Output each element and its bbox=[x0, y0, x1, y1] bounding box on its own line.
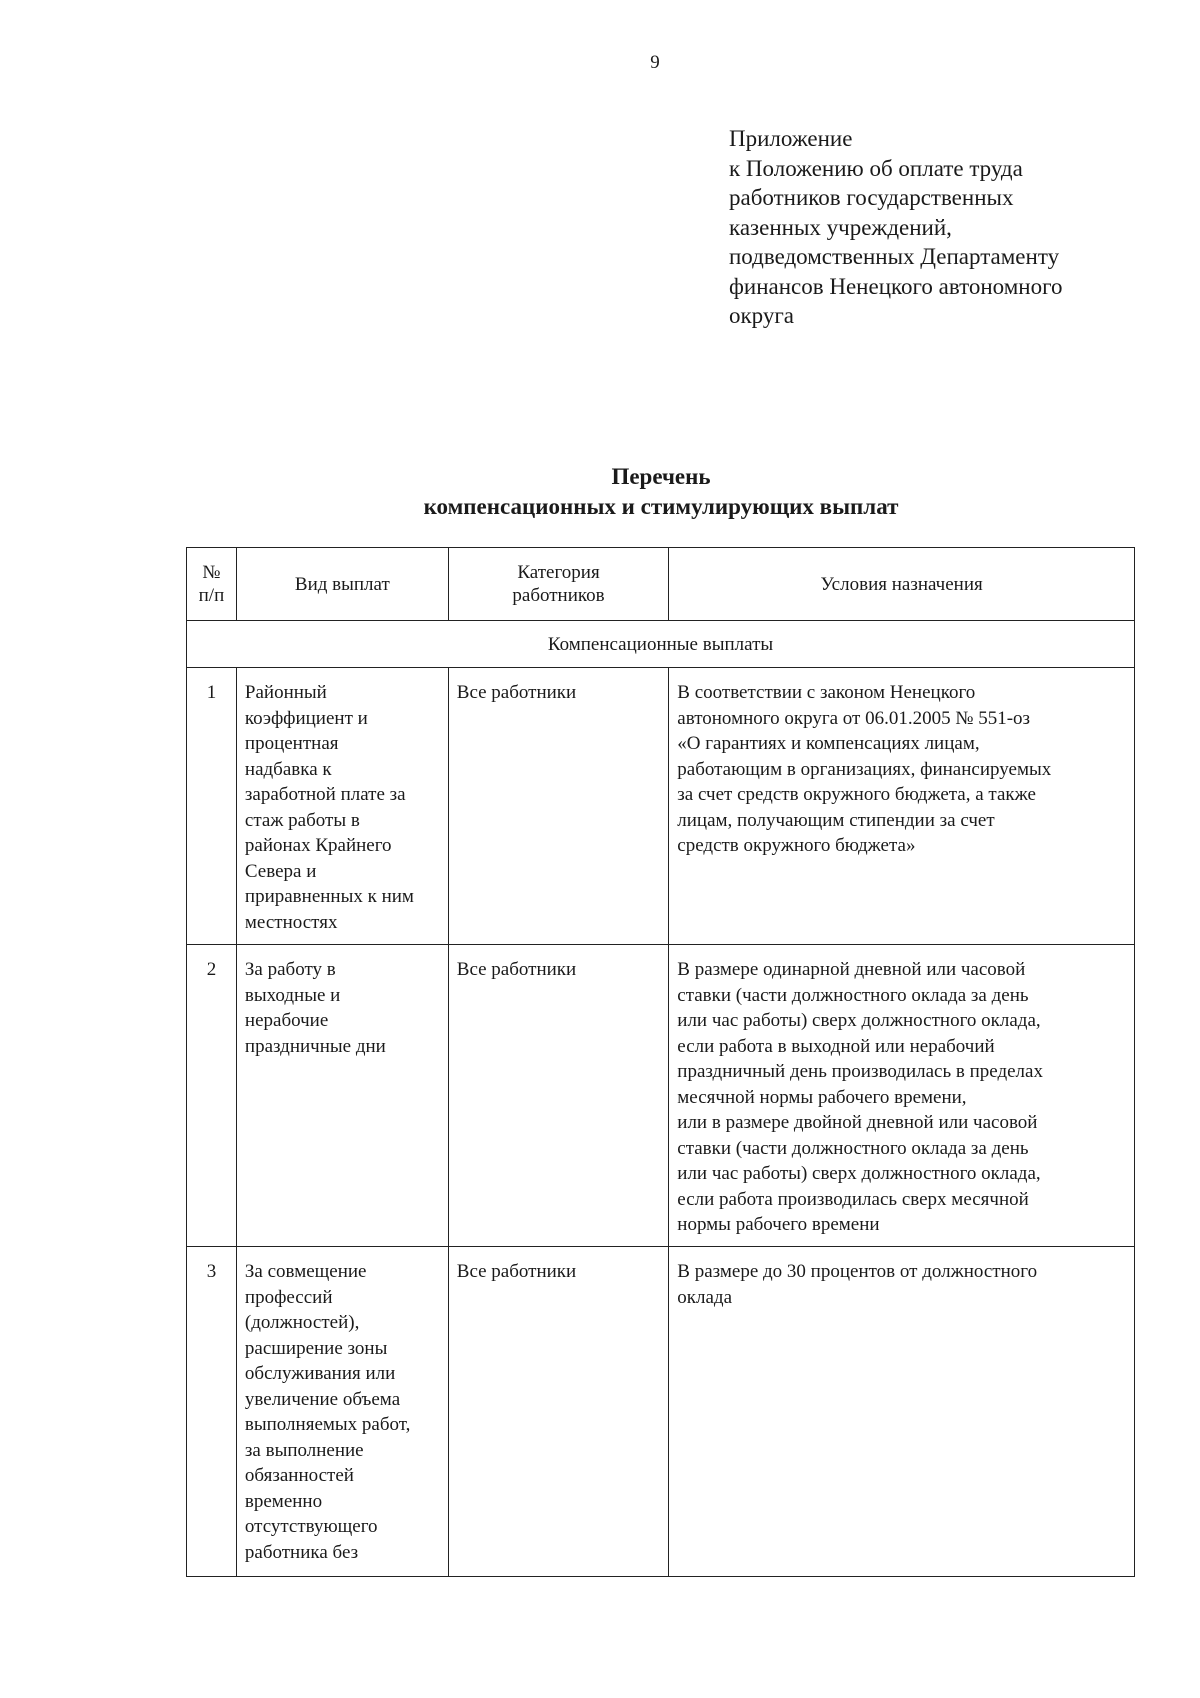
condition-line: или час работы) сверх должностного оклада, bbox=[677, 1163, 1041, 1184]
row-number: 3 bbox=[187, 1247, 237, 1577]
category-cell: Все работники bbox=[448, 945, 669, 1247]
table-row bbox=[187, 668, 1135, 945]
section-title: Компенсационные выплаты bbox=[187, 621, 1135, 668]
condition-line: В размере одинарной дневной или часовой bbox=[677, 959, 1026, 980]
appendix-line: казенных учреждений, bbox=[729, 214, 952, 240]
condition-line: средств окружного бюджета» bbox=[677, 835, 916, 856]
category-cell: Все работники bbox=[448, 668, 669, 945]
payment-type-line: районах Крайнего bbox=[244, 835, 392, 856]
table-header-row bbox=[187, 548, 1135, 621]
header-number-line: п/п bbox=[198, 585, 225, 606]
payment-type-line: обслуживания или bbox=[244, 1363, 396, 1384]
conditions-cell bbox=[669, 668, 1135, 945]
payment-type-line: За совмещение bbox=[244, 1261, 367, 1282]
payment-type-line: отсутствующего bbox=[244, 1516, 378, 1537]
category-cell: Все работники bbox=[448, 1247, 669, 1577]
condition-line: если работа в выходной или нерабочий bbox=[677, 1035, 995, 1057]
payment-type-line: Районный bbox=[244, 682, 327, 703]
header-category-line: Категория bbox=[517, 562, 600, 583]
payment-type-cell bbox=[236, 668, 448, 945]
condition-line: работающим в организациях, финансируемых bbox=[677, 758, 1052, 780]
appendix-block bbox=[729, 124, 1169, 331]
condition-line: В размере до 30 процентов от должностного bbox=[677, 1261, 1038, 1282]
payment-type-line: профессий bbox=[244, 1286, 333, 1308]
payment-type-line: (должностей), bbox=[244, 1312, 360, 1333]
payment-type-line: коэффициент и bbox=[244, 707, 368, 729]
payment-type-line: надбавка к bbox=[244, 758, 332, 780]
condition-line: или в размере двойной дневной или часовой bbox=[677, 1112, 1038, 1133]
payment-type-line: выполняемых работ, bbox=[244, 1414, 411, 1435]
header-number-line: № bbox=[202, 562, 221, 583]
condition-line: В соответствии с законом Ненецкого bbox=[677, 682, 976, 703]
payment-type-line: стаж работы в bbox=[244, 809, 360, 831]
payment-type-line: процентная bbox=[244, 733, 339, 754]
appendix-line: округа bbox=[729, 303, 795, 328]
payment-type-cell bbox=[236, 945, 448, 1247]
conditions-cell bbox=[669, 945, 1135, 1247]
payment-type-line: работника без bbox=[244, 1541, 359, 1563]
payment-type-line: увеличение объема bbox=[244, 1388, 401, 1410]
condition-line: автономного округа от 06.01.2005 № 551-оз bbox=[677, 707, 1031, 729]
payment-type-line: приравненных к ним bbox=[244, 886, 414, 907]
table-row bbox=[187, 945, 1135, 1247]
payment-type-line: праздничные дни bbox=[244, 1035, 386, 1057]
conditions-cell bbox=[669, 1247, 1135, 1577]
title-line: Перечень bbox=[611, 464, 711, 489]
header-category-line: работников bbox=[512, 585, 605, 606]
payments-table bbox=[186, 547, 1135, 1577]
condition-line: за счет средств окружного бюджета, а также bbox=[677, 784, 1036, 805]
header-number bbox=[187, 548, 237, 621]
payment-type-line: расширение зоны bbox=[244, 1337, 388, 1359]
section-row bbox=[187, 621, 1135, 668]
appendix-line: Приложение bbox=[729, 126, 853, 151]
payment-type-line: временно bbox=[244, 1490, 323, 1512]
condition-line: если работа производилась сверх месячной bbox=[677, 1188, 1029, 1210]
row-number: 2 bbox=[187, 945, 237, 1247]
condition-line: «О гарантиях и компенсациях лицам, bbox=[677, 733, 980, 754]
payment-type-line: за выполнение bbox=[244, 1439, 364, 1461]
payment-type-line: заработной плате за bbox=[244, 784, 406, 805]
condition-line: оклада bbox=[677, 1286, 733, 1308]
row-number: 1 bbox=[187, 668, 237, 945]
appendix-line: к Положению об оплате труда bbox=[729, 155, 1023, 181]
condition-line: ставки (части должностного оклада за день bbox=[677, 984, 1029, 1006]
condition-line: нормы рабочего времени bbox=[677, 1214, 880, 1235]
payment-type-line: нерабочие bbox=[244, 1010, 329, 1031]
appendix-line: подведомственных Департаменту bbox=[729, 244, 1060, 269]
header-category bbox=[448, 548, 669, 621]
condition-line: лицам, получающим стипендии за счет bbox=[677, 809, 995, 831]
condition-line: праздничный день производилась в пределах bbox=[677, 1061, 1043, 1082]
title-line: компенсационных и стимулирующих выплат bbox=[423, 494, 899, 519]
header-payment-type: Вид выплат bbox=[236, 548, 448, 621]
payment-type-line: выходные и bbox=[244, 984, 341, 1006]
table-row bbox=[187, 1247, 1135, 1577]
header-conditions: Условия назначения bbox=[669, 548, 1135, 621]
payment-type-line: За работу в bbox=[244, 959, 336, 980]
page-number: 9 bbox=[650, 52, 660, 73]
payment-type-line: обязанностей bbox=[244, 1465, 354, 1486]
payment-type-line: Севера и bbox=[244, 860, 317, 882]
condition-line: или час работы) сверх должностного оклада, bbox=[677, 1010, 1041, 1031]
document-title bbox=[186, 462, 1136, 522]
appendix-line: работников государственных bbox=[729, 185, 1014, 210]
condition-line: месячной нормы рабочего времени, bbox=[677, 1086, 967, 1108]
payment-type-cell bbox=[236, 1247, 448, 1577]
condition-line: ставки (части должностного оклада за день bbox=[677, 1137, 1029, 1159]
appendix-line: финансов Ненецкого автономного bbox=[729, 273, 1063, 299]
payment-type-line: местностях bbox=[244, 911, 338, 933]
